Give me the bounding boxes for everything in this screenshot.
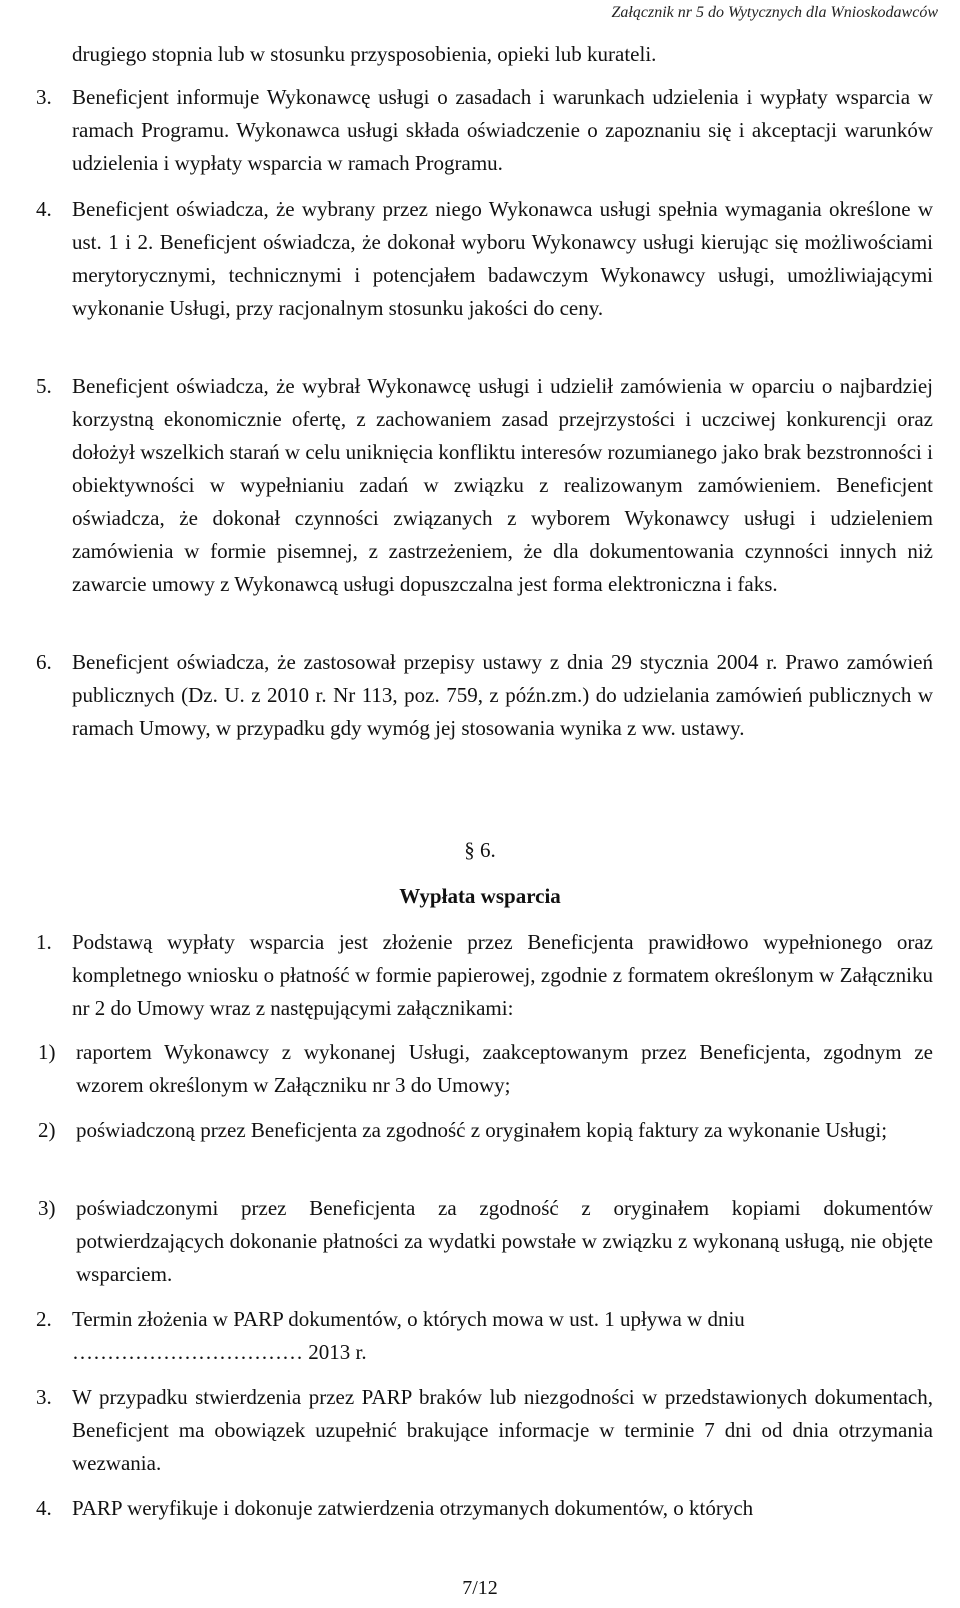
point-number: 6. bbox=[36, 650, 52, 674]
subpoint-number: 3) bbox=[38, 1196, 56, 1220]
point-number: 1. bbox=[36, 930, 52, 954]
point-text: Beneficjent oświadcza, że zastosował przepisy ustawy z dnia 29 stycznia 2004 r. Prawo zamówień publicznych (Dz. U. z 2010 r. Nr 113, poz. 759, z późn.zm.) do udzielania zamówień publicznych w ramach Umowy, w przypadku gdy wymóg jej stosowania wynika z ww. ustawy. bbox=[72, 650, 933, 740]
point-b-1 bbox=[36, 926, 933, 1025]
point-text: PARP weryfikuje i dokonuje zatwierdzenia otrzymanych dokumentów, o których bbox=[72, 1496, 754, 1520]
point-text: Podstawą wypłaty wsparcia jest złożenie przez Beneficjenta prawidłowo wypełnionego oraz kompletnego wniosku o płatność w formie papierowej, zgodnie z formatem określonym w Załączniku nr 2 do Umowy wraz z następującymi załącznikami: bbox=[72, 930, 933, 1020]
point-4 bbox=[36, 193, 933, 325]
point-text: Beneficjent oświadcza, że wybrał Wykonawcę usługi i udzielił zamówienia w oparciu o najbardziej korzystną ekonomicznie ofertę, z zachowaniem zasad przejrzystości i uczciwej konkurencji oraz dołożył wszelkich starań w celu uniknięcia konfliktu interesów rozumianego jako brak bezstronności i obiektywności w wypełnianiu zadań w związku z realizowanym zamówieniem. Beneficjent oświadcza, że dokonał czynności związanych z wyborem Wykonawcy usługi i udzieleniem zamówienia w formie pisemnej, z zastrzeżeniem, że dla dokumentowania czynności innych niż zawarcie umowy z Wykonawcą usługi dopuszczalna jest forma elektroniczna i faks. bbox=[72, 374, 933, 596]
point-text: Termin złożenia w PARP dokumentów, o których mowa w ust. 1 upływa w dniu bbox=[72, 1307, 745, 1331]
subpoint-2 bbox=[38, 1114, 933, 1147]
subpoint-number: 1) bbox=[38, 1040, 56, 1064]
point-3 bbox=[36, 81, 933, 180]
point-c-4 bbox=[36, 1492, 933, 1525]
subpoint-text: poświadczonymi przez Beneficjenta za zgodność z oryginałem kopiami dokumentów potwierdzających dokonanie płatności za wydatki powstałe w związku z wykonaną usługą, nie objęte wsparciem. bbox=[76, 1196, 933, 1286]
subpoint-text: poświadczoną przez Beneficjenta za zgodność z oryginałem kopią faktury za wykonanie Usługi; bbox=[76, 1118, 888, 1142]
point-number: 3. bbox=[36, 1385, 52, 1409]
point-c-2 bbox=[36, 1303, 933, 1369]
intro-line: drugiego stopnia lub w stosunku przysposobienia, opieki lub kurateli. bbox=[72, 42, 657, 66]
point-number: 3. bbox=[36, 85, 52, 109]
subpoint-1 bbox=[38, 1036, 933, 1102]
point-number: 5. bbox=[36, 374, 52, 398]
point-number: 4. bbox=[36, 197, 52, 221]
subpoint-text: raportem Wykonawcy z wykonanej Usługi, zaakceptowanym przez Beneficjenta, zgodnym ze wzorem określonym w Załączniku nr 3 do Umowy; bbox=[76, 1040, 933, 1097]
point-text: Beneficjent oświadcza, że wybrany przez niego Wykonawca usługi spełnia wymagania określone w ust. 1 i 2. Beneficjent oświadcza, że dokonał wyboru Wykonawcy usługi kierując się możliwościami merytorycznymi, technicznymi i potencjałem badawczym Wykonawcy usługi, umożliwiającymi wykonanie Usługi, przy racjonalnym stosunku jakości do ceny. bbox=[72, 197, 933, 320]
page-number: 7/12 bbox=[462, 1577, 498, 1599]
point-text: Beneficjent informuje Wykonawcę usługi o zasadach i warunkach udzielenia i wypłaty wsparcia w ramach Programu. Wykonawca usługi składa oświadczenie o zapoznaniu się i akceptacji warunków udzielenia i wypłaty wsparcia w ramach Programu. bbox=[72, 85, 933, 175]
point-6 bbox=[36, 646, 933, 745]
date-blank: …………………………… 2013 r. bbox=[72, 1340, 367, 1364]
point-number: 4. bbox=[36, 1496, 52, 1520]
point-5 bbox=[36, 370, 933, 601]
page-header: Załącznik nr 5 do Wytycznych dla Wnioskodawców bbox=[611, 4, 938, 21]
point-number: 2. bbox=[36, 1307, 52, 1331]
point-text: W przypadku stwierdzenia przez PARP braków lub niezgodności w przedstawionych dokumentach, Beneficjent ma obowiązek uzupełnić brakujące informacje w terminie 7 dni od dnia otrzymania wezwania. bbox=[72, 1385, 933, 1475]
section-sign: § 6. bbox=[464, 838, 496, 862]
subpoint-number: 2) bbox=[38, 1118, 56, 1142]
section-title: Wypłata wsparcia bbox=[399, 884, 561, 908]
subpoint-3 bbox=[38, 1192, 933, 1291]
point-c-3 bbox=[36, 1381, 933, 1480]
